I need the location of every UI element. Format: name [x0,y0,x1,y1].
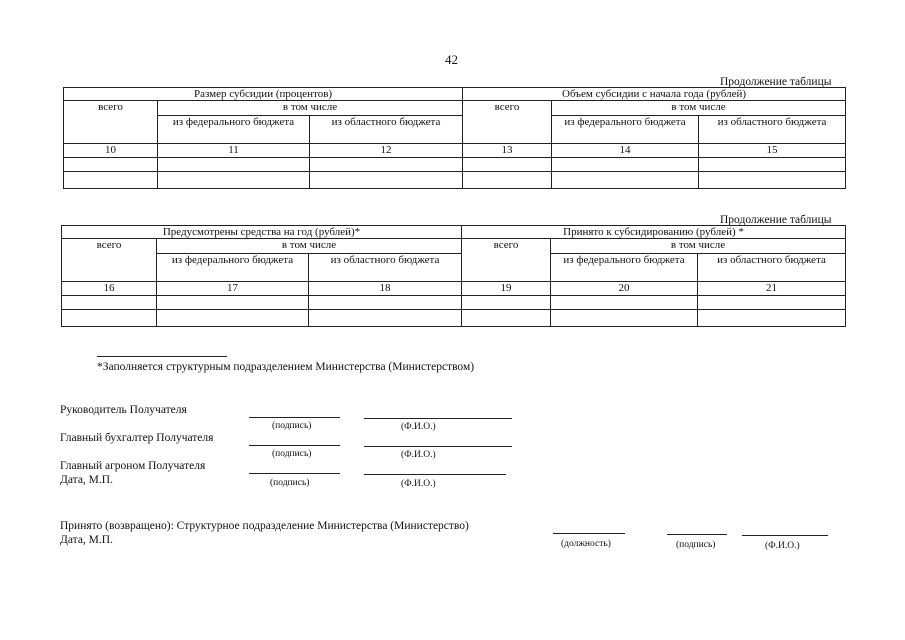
column-number: 16 [62,282,157,296]
column-number: 14 [552,144,699,158]
header-including: в том числе [551,239,846,254]
date-stamp-label: Дата, М.П. [60,534,113,546]
name-caption: (Ф.И.О.) [401,450,436,460]
footnote-separator [97,356,227,357]
header-regional-budget: из областного бюджета [310,116,463,144]
column-number: 18 [309,282,462,296]
provided-funds-table [61,225,846,327]
table2-continuation-label: Продолжение таблицы [720,214,832,226]
name-caption: (Ф.И.О.) [401,422,436,432]
signature-line [667,534,727,535]
header-federal-budget: из федерального бюджета [552,116,699,144]
position-line [553,533,625,534]
header-regional-budget: из областного бюджета [309,254,462,282]
table-row [64,158,846,172]
name-line [364,446,512,447]
group-header-accepted-subsidy: Принято к субсидированию (рублей) * [462,226,846,239]
signature-line [249,473,340,474]
group-header-subsidy-volume: Объем субсидии с начала года (рублей) [463,88,846,101]
column-number: 17 [157,282,309,296]
group-header-subsidy-size: Размер субсидии (процентов) [64,88,463,101]
column-number: 11 [158,144,310,158]
header-including: в том числе [552,101,846,116]
name-caption: (Ф.И.О.) [401,479,436,489]
signature-caption: (подпись) [270,478,310,488]
header-regional-budget: из областного бюджета [698,254,846,282]
header-total: всего [62,239,157,282]
date-stamp-label: Дата, М.П. [60,474,113,486]
header-total: всего [462,239,551,282]
name-line [742,535,828,536]
subsidy-size-table [63,87,846,189]
column-number: 19 [462,282,551,296]
header-total: всего [463,101,552,144]
table-row [62,296,846,310]
chief-agronomist-label: Главный агроном Получателя [60,460,206,472]
name-line [364,418,512,419]
chief-accountant-label: Главный бухгалтер Получателя [60,432,214,444]
header-federal-budget: из федерального бюджета [157,254,309,282]
page-number: 42 [445,52,458,67]
accepted-returned-label: Принято (возвращено): Структурное подразделение Министерства (Министерство) [60,520,469,532]
column-number: 20 [551,282,698,296]
name-caption: (Ф.И.О.) [765,541,800,551]
signature-caption: (подпись) [272,421,312,431]
header-federal-budget: из федерального бюджета [158,116,310,144]
table-row [64,172,846,189]
position-caption: (должность) [561,539,611,549]
header-including: в том числе [158,101,463,116]
column-number: 15 [699,144,846,158]
column-number: 21 [698,282,846,296]
header-regional-budget: из областного бюджета [699,116,846,144]
footnote: *Заполняется структурным подразделением Министерства (Министерством) [97,361,475,373]
header-total: всего [64,101,158,144]
name-line [364,474,506,475]
signature-caption: (подпись) [272,449,312,459]
signature-line [249,417,340,418]
column-number: 10 [64,144,158,158]
group-header-provided-funds: Предусмотрены средства на год (рублей)* [62,226,462,239]
column-number: 12 [310,144,463,158]
table1-continuation-label: Продолжение таблицы [720,76,832,88]
header-federal-budget: из федерального бюджета [551,254,698,282]
head-of-recipient-label: Руководитель Получателя [60,404,187,416]
signature-line [249,445,340,446]
table-row [62,310,846,327]
header-including: в том числе [157,239,462,254]
signature-caption: (подпись) [676,540,716,550]
column-number: 13 [463,144,552,158]
